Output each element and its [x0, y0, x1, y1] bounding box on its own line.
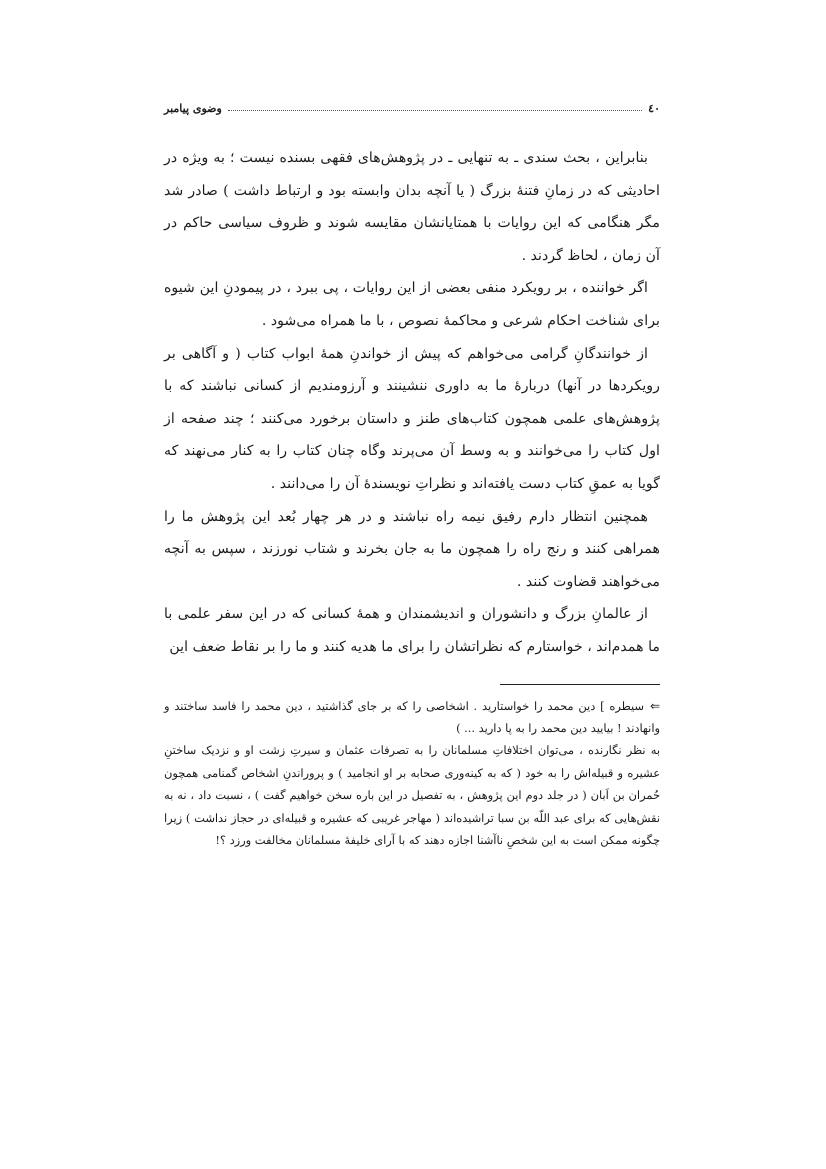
page-number: ٤٠ — [648, 101, 660, 115]
page — [164, 96, 660, 851]
running-header — [164, 96, 660, 120]
paragraph: بنابراین ، بحث سندی ـ به تنهایی ـ در پژوهش‌های فقهی بسنده نیست ؛ به ویژه در احادیثی که در زمانِ فتنهٔ بزرگ ( یا آنچه بدان وابسته بود و ارتباط داشت ) صادر شد مگر هنگامی که این روایات با همتایانشان مقایسه شوند و ظروف سیاسی حاکم در آن زمان ، لحاظ گردند . — [164, 150, 660, 264]
footnote-continued — [164, 695, 660, 740]
continuation-arrow-icon: ⇒ — [649, 698, 660, 713]
paragraph: همچنین انتظار دارم رفیق نیمه راه نباشند و در هر چهار بُعد این پژوهش ما را همراهی کنند و رنج راه را همچون ما به جان بخرند و شتاب نورزند ، سپس به آنچه می‌خواهند قضاوت کنند . — [164, 508, 660, 590]
paragraph: اگر خواننده ، بر رویکرد منفی بعضی از این روایات ، پی ببرد ، در پیمودنِ این شیوه برای شناخت احکام شرعی و محاکمهٔ نصوص ، با ما همراه می‌شود . — [164, 280, 660, 329]
book-title: وضوی پیامبر — [164, 101, 222, 115]
body-text — [164, 142, 660, 664]
footnotes — [164, 695, 660, 852]
footnote-note: به نظر نگارنده ، می‌توان اختلافاتِ مسلمانان را به تصرفات عثمان و سیرتِ زشت او و نزدیک ساختنِ عشیره و قبیله‌اش را به خود ( که به کینه‌وری صحابه بر او انجامید ) و پروراندنِ اشخاص گمنامی همچون حُمران بن اَبان ( در جلد دوم این پژوهش ، به تفصیل در این باره سخن خواهیم گفت ) ، نسبت داد ، نه به نقش‌هایی که برای عبد اللّه بن سبا تراشیده‌اند ( مهاجر غریبی که عشیره و قبیله‌ای در حجاز نداشت ) زیرا چگونه ممکن است به این شخصِ ناآشنا اجازه دهند که با آرای خلیفهٔ مسلمانان مخالفت ورزد ؟! — [164, 743, 660, 847]
footnote-continued-text: سیطره ] دین محمد را خواستارید . اشخاصی را که بر جای گذاشتید ، دین محمد را فاسد ساختند و وانهادند ! بیایید دین محمد را به پا دارید ... ) — [164, 698, 660, 735]
footnote-separator — [500, 684, 660, 685]
dotted-leader — [228, 110, 642, 111]
paragraph: از عالمانِ بزرگ و دانشوران و اندیشمندان و همهٔ کسانی که در این سفر علمی با ما همدم‌اند ، خواستارم که نظراتشان را برای ما هدیه کنند و ما را بر نقاط ضعف این — [164, 606, 660, 655]
paragraph: از خوانندگانِ گرامی می‌خواهم که پیش از خواندنِ همهٔ ابواب کتاب ( و آگاهی بر رویکردها در آنها) دربارهٔ ما به داوری ننشینند و آرزومندیم از کسانی نباشند که با پژوهش‌های علمی همچون کتاب‌های طنز و داستان برخورد می‌کنند ؛ چند صفحه از اول کتاب را می‌خوانند و به وسط آن می‌پرند وگاه چنان کتاب را به کنار می‌نهند که گویا به عمقِ کتاب دست یافته‌اند و نظراتِ نویسندهٔ آن را می‌دانند . — [164, 345, 660, 492]
